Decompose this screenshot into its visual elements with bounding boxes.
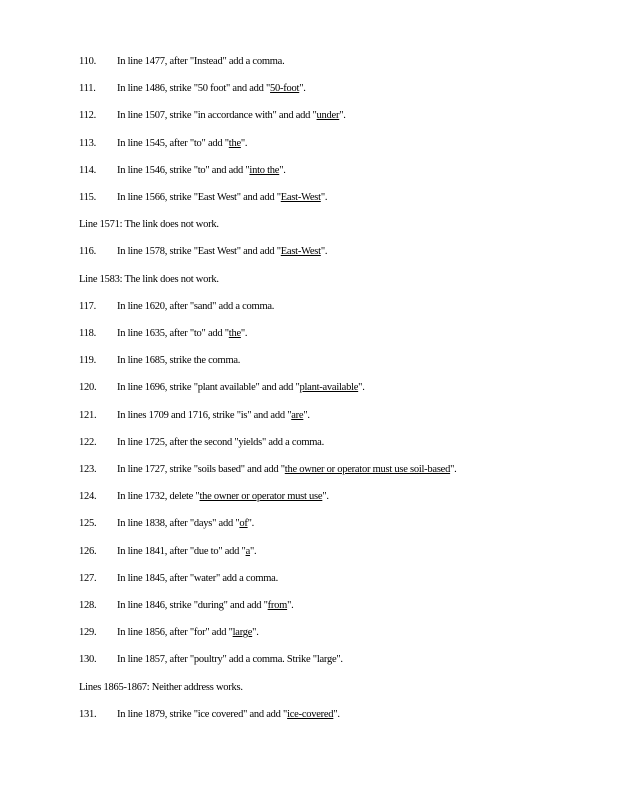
inserted-text: ice-covered xyxy=(287,708,334,720)
item-text: In line 1578, strike "East West" and add " xyxy=(117,246,281,258)
item-text: ". xyxy=(252,627,259,639)
item-text: In line 1566, strike "East West" and add " xyxy=(117,192,281,203)
item-text: In line 1732, delete " xyxy=(117,491,200,503)
item-text: ". xyxy=(240,137,248,149)
inserted-text: the xyxy=(228,137,241,149)
amendment-item xyxy=(79,300,274,313)
item-number: 128. xyxy=(79,600,97,611)
item-number: 122. xyxy=(79,436,97,448)
item-number: 110. xyxy=(79,56,96,67)
amendment-item xyxy=(79,463,457,476)
inserted-text: from xyxy=(267,600,288,611)
item-number: 121. xyxy=(79,409,97,421)
note-line xyxy=(79,681,243,694)
item-text: ". xyxy=(339,110,346,122)
item-text: Line 1571: The link does not work. xyxy=(79,219,219,231)
item-text: Line 1583: The link does not work. xyxy=(79,273,219,285)
item-text: In line 1846, strike "during" and add " xyxy=(117,600,268,611)
inserted-text: into the xyxy=(249,164,280,176)
item-text: In line 1546, strike "to" and add " xyxy=(117,164,250,176)
amendment-item xyxy=(79,82,306,95)
item-number: 111. xyxy=(79,83,96,95)
amendment-item xyxy=(79,708,340,721)
item-text: In line 1841, after "due to" add " xyxy=(117,545,246,557)
item-number: 130. xyxy=(79,654,97,666)
item-number: 125. xyxy=(79,518,97,530)
note-line xyxy=(79,218,219,231)
item-text: In line 1856, after "for" add " xyxy=(117,627,233,639)
inserted-text: East-West xyxy=(280,192,321,203)
inserted-text: the owner or operator must use xyxy=(199,491,323,503)
item-text: In line 1620, after "sand" add a comma. xyxy=(117,300,275,312)
amendment-item xyxy=(79,191,327,204)
amendment-item xyxy=(79,109,346,122)
item-number: 114. xyxy=(79,164,96,176)
inserted-text: East-West xyxy=(280,246,321,258)
item-text: ". xyxy=(287,600,294,611)
amendment-item xyxy=(79,626,259,639)
amendment-item xyxy=(79,599,294,612)
item-number: 123. xyxy=(79,464,97,475)
item-text: In line 1725, after the second "yields" add a comma. xyxy=(117,436,324,448)
item-text: In line 1727, strike "soils based" and add " xyxy=(117,464,285,475)
amendment-item xyxy=(79,572,278,585)
item-text: Lines 1865-1867: Neither address works. xyxy=(79,681,243,693)
item-text: In line 1545, after "to" add " xyxy=(117,137,229,149)
item-number: 127. xyxy=(79,572,97,584)
item-number: 117. xyxy=(79,300,96,312)
item-number: 118. xyxy=(79,328,96,339)
item-text: In line 1857, after "poultry" add a comma. Strike "large". xyxy=(117,654,343,666)
item-number: 112. xyxy=(79,110,96,122)
item-text: In line 1879, strike "ice covered" and add " xyxy=(117,708,288,720)
item-text: ". xyxy=(358,382,365,394)
item-number: 126. xyxy=(79,545,97,557)
amendment-item xyxy=(79,55,284,68)
item-text: ". xyxy=(322,491,329,503)
item-text: ". xyxy=(333,708,340,720)
item-number: 116. xyxy=(79,246,96,258)
amendment-item xyxy=(79,381,365,394)
item-number: 124. xyxy=(79,491,97,503)
item-text: ". xyxy=(240,328,248,339)
inserted-text: the xyxy=(228,328,241,339)
amendment-item xyxy=(79,409,310,422)
item-text: ". xyxy=(250,545,257,557)
amendment-item xyxy=(79,517,254,530)
item-number: 131. xyxy=(79,708,97,720)
item-text: ". xyxy=(279,164,286,176)
item-text: ". xyxy=(247,518,255,530)
item-text: ". xyxy=(320,246,328,258)
amendment-item xyxy=(79,545,256,558)
item-number: 120. xyxy=(79,382,97,394)
item-text: ". xyxy=(320,192,328,203)
item-text: In line 1635, after "to" add " xyxy=(117,328,229,339)
inserted-text: under xyxy=(316,110,340,122)
item-text: ". xyxy=(299,83,306,95)
amendment-item xyxy=(79,653,343,666)
amendment-item xyxy=(79,490,329,503)
inserted-text: 50-foot xyxy=(270,83,300,95)
item-text: In line 1838, after "days" add " xyxy=(117,518,240,530)
item-text: In lines 1709 and 1716, strike "is" and add " xyxy=(117,409,292,421)
amendment-item xyxy=(79,245,327,258)
item-number: 119. xyxy=(79,355,96,367)
inserted-text: a xyxy=(245,545,250,557)
inserted-text: are xyxy=(291,409,304,421)
amendment-item xyxy=(79,137,247,150)
inserted-text: the owner or operator must use soil-based xyxy=(284,464,451,475)
item-number: 113. xyxy=(79,137,96,149)
note-line xyxy=(79,273,219,286)
item-text: In line 1685, strike the comma. xyxy=(117,355,241,367)
item-text: In line 1845, after "water" add a comma. xyxy=(117,572,278,584)
amendment-item xyxy=(79,436,324,449)
item-number: 129. xyxy=(79,627,97,639)
inserted-text: of xyxy=(239,518,248,530)
item-number: 115. xyxy=(79,192,96,203)
item-text: In line 1507, strike "in accordance with" and add " xyxy=(117,110,317,122)
inserted-text: large xyxy=(232,627,253,639)
item-text: In line 1486, strike "50 foot" and add " xyxy=(117,83,271,95)
item-text: In line 1696, strike "plant available" and add " xyxy=(117,382,300,394)
amendment-item xyxy=(79,327,247,340)
inserted-text: plant-available xyxy=(299,382,359,394)
amendment-item xyxy=(79,354,240,367)
item-text: ". xyxy=(450,464,457,475)
amendment-item xyxy=(79,164,286,177)
item-text: ". xyxy=(303,409,310,421)
item-text: In line 1477, after "Instead" add a comma. xyxy=(117,56,285,67)
